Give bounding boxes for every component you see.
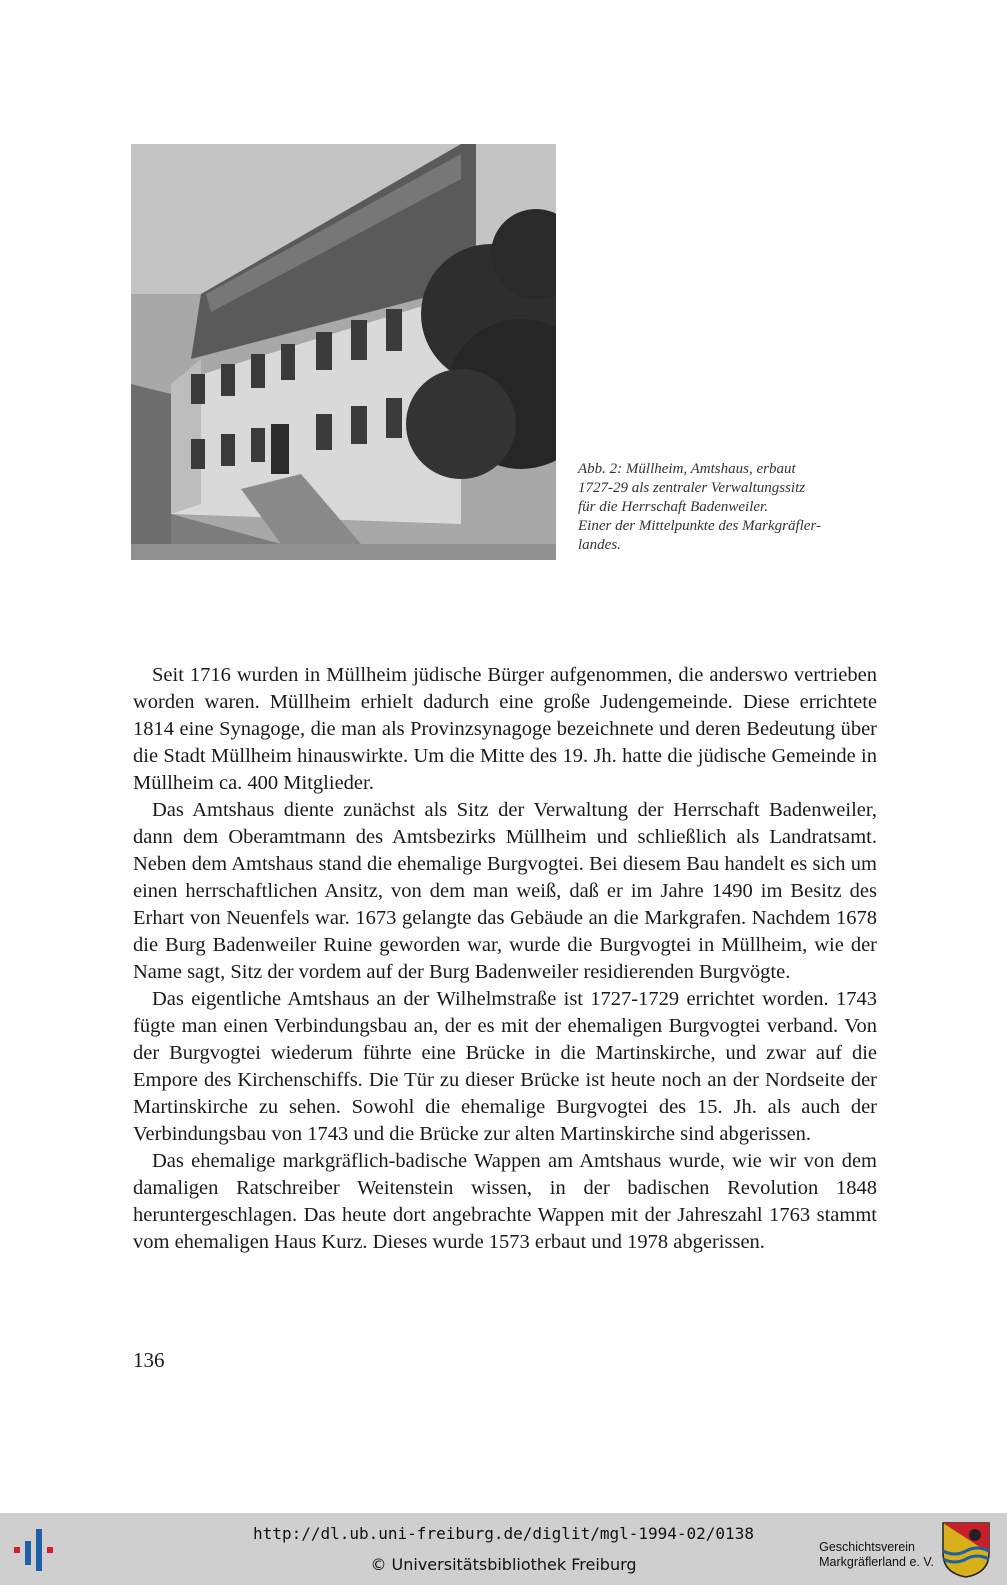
figure-caption [578,460,898,555]
caption-line: 1727-29 als zentraler Verwaltungssitz [578,480,806,496]
caption-line: Einer der Mittelpunkte des Markgräfler- [578,518,821,534]
paragraph: Seit 1716 wurden in Müllheim jüdische Bürger aufgenommen, die anderswo vertrieben worden waren. Müllheim erhielt dadurch eine große Judengemeinde. Diese errichtete 1814 eine Synagoge, die man als Provinzsynagoge bezeichnete und deren Bedeutung über die Stadt Müllheim hinauswirkte. Um die Mitte des 19. Jh. hatte die jüdische Gemeinde in Müllheim ca. 400 Mitglieder. [133,664,877,794]
footer-copyright: © Universitätsbibliothek Freiburg [370,1555,637,1574]
caption-line: landes. [578,537,621,553]
org-name-line: Markgräflerland e. V. [819,1555,934,1569]
body-text [133,662,877,1256]
paragraph: Das ehemalige markgräflich-badische Wappen am Amtshaus wurde, wie wir von dem damaligen Ratschreiber Weitenstein wissen, in der badischen Revolution 1848 heruntergeschlagen. Das heute dort angebrachte Wappen mit der Jahreszahl 1763 stammt vom ehemaligen Haus Kurz. Dieses wurde 1573 erbaut und 1978 abgerissen. [133,1150,877,1253]
page-number: 136 [133,1348,165,1372]
footer-bar [0,1513,1007,1585]
footer-organization [819,1540,934,1570]
footer-url-link[interactable]: http://dl.ub.uni-freiburg.de/diglit/mgl-1994-02/0138 [253,1524,754,1543]
caption-line: für die Herrschaft Badenweiler. [578,499,768,515]
paragraph: Das eigentliche Amtshaus an der Wilhelmstraße ist 1727-1729 errichtet worden. 1743 fügte man einen Verbindungsbau an, der es mit der ehemaligen Burgvogtei verband. Von der Burgvogtei wiederum führte eine Brücke in die Martinskirche, und zwar auf die Empore des Kirchenschiffs. Die Tür zu dieser Brücke ist heute noch an der Nordseite der Martinskirche zu sehen. Sowohl die ehemalige Burgvogtei des 15. Jh. als auch der Verbindungsbau von 1743 und die Brücke zur alten Martinskirche sind abgerissen. [133,988,877,1145]
caption-line: Abb. 2: Müllheim, Amtshaus, erbaut [578,461,796,477]
org-name-line: Geschichtsverein [819,1540,915,1554]
coat-of-arms-icon [941,1521,991,1579]
paragraph: Das Amtshaus diente zunächst als Sitz der Verwaltung der Herrschaft Badenweiler, dann dem Oberamtmann des Amtsbezirks Müllheim und schließlich als Landratsamt. Neben dem Amtshaus stand die ehemalige Burgvogtei. Bei diesem Bau handelt es sich um einen herrschaftlichen Ansitz, von dem man weiß, daß er im Jahre 1490 im Besitz des Erhart von Neuenfels war. 1673 gelangte das Gebäude an die Markgrafen. Nachdem 1678 die Burg Badenweiler Ruine geworden war, wurde die Burgvogtei in Müllheim, wie der Name sagt, Sitz der vordem auf der Burg Badenweiler residierenden Burgvögte. [133,799,877,983]
amtshaus-photo [131,144,556,560]
